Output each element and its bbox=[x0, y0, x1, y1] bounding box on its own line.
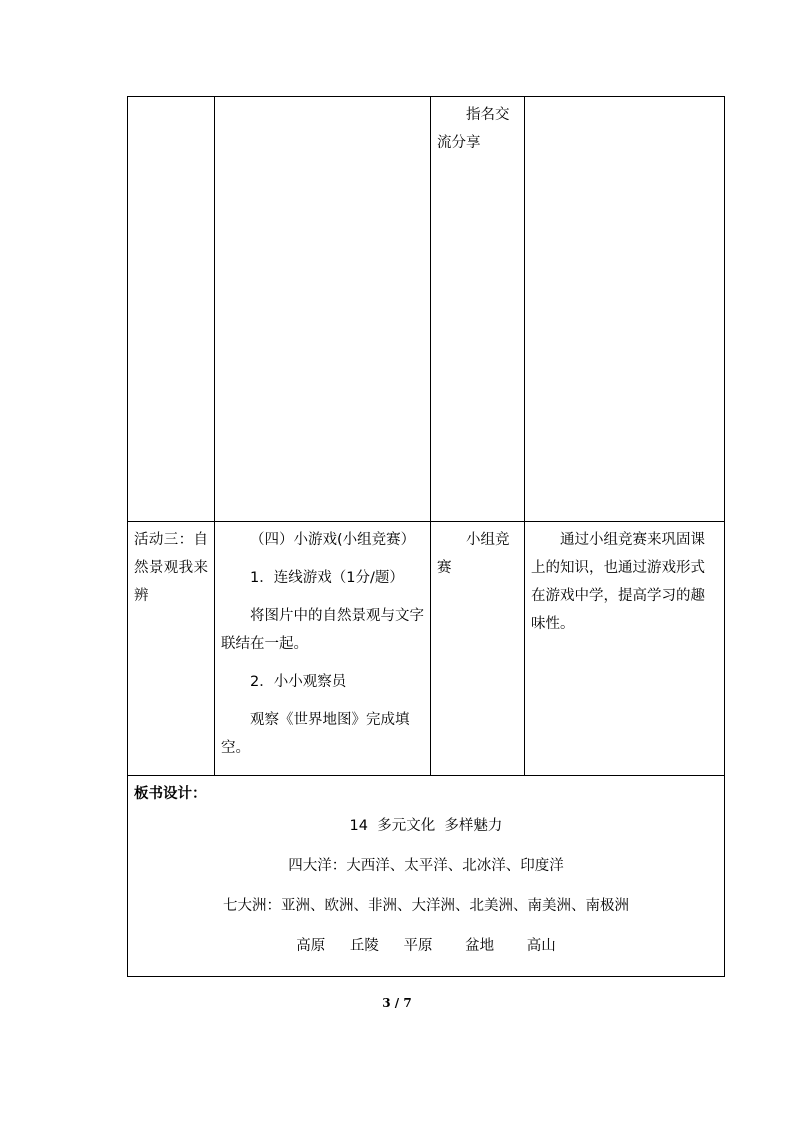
table-row-activity-three bbox=[128, 522, 725, 776]
intent-text: 通过小组竞赛来巩固课上的知识，也通过游戏形式在游戏中学，提高学习的趣味性。 bbox=[531, 532, 705, 632]
landform-item: 高山 bbox=[526, 938, 556, 954]
activity-label: 活动三：自然景观我来辨 bbox=[134, 532, 208, 604]
method-text: 指名交流分享 bbox=[437, 107, 510, 151]
content-item2-desc: 观察《世界地图》完成填空。 bbox=[221, 712, 410, 756]
intent-cell bbox=[525, 522, 725, 776]
method-cell bbox=[431, 97, 525, 522]
intent-cell-empty bbox=[525, 97, 725, 522]
content-item2-title: 2．小小观察员 bbox=[250, 674, 347, 690]
landform-item: 盆地 bbox=[465, 938, 495, 954]
content-item1-title: 1．连线游戏（1分/题） bbox=[250, 570, 404, 586]
landform-item: 丘陵 bbox=[349, 938, 379, 954]
board-title-line: 14 多元文化 多样魅力 bbox=[349, 818, 503, 834]
landform-item: 平原 bbox=[403, 938, 433, 954]
page-number: 3 / 7 bbox=[382, 996, 412, 1010]
content-cell bbox=[215, 522, 431, 776]
content-item1-desc: 将图片中的自然景观与文字联结在一起。 bbox=[221, 608, 424, 652]
table-row-continuation bbox=[128, 97, 725, 522]
board-design-label: 板书设计： bbox=[134, 786, 207, 802]
method-text: 小组竞赛 bbox=[437, 532, 510, 576]
content-heading: （四）小游戏(小组竞赛） bbox=[250, 532, 416, 548]
board-continents-line: 七大洲：亚洲、欧洲、非洲、大洋洲、北美洲、南美洲、南极洲 bbox=[223, 898, 629, 914]
table-row-board-design bbox=[128, 776, 725, 977]
content-cell-empty bbox=[215, 97, 431, 522]
lesson-plan-table bbox=[127, 96, 725, 977]
board-design-cell bbox=[128, 776, 725, 977]
board-oceans-line: 四大洋：大西洋、太平洋、北冰洋、印度洋 bbox=[288, 858, 564, 874]
activity-cell bbox=[128, 522, 215, 776]
board-landforms-line bbox=[128, 932, 724, 960]
landform-item: 高原 bbox=[296, 938, 326, 954]
method-cell bbox=[431, 522, 525, 776]
activity-cell-empty bbox=[128, 97, 215, 522]
